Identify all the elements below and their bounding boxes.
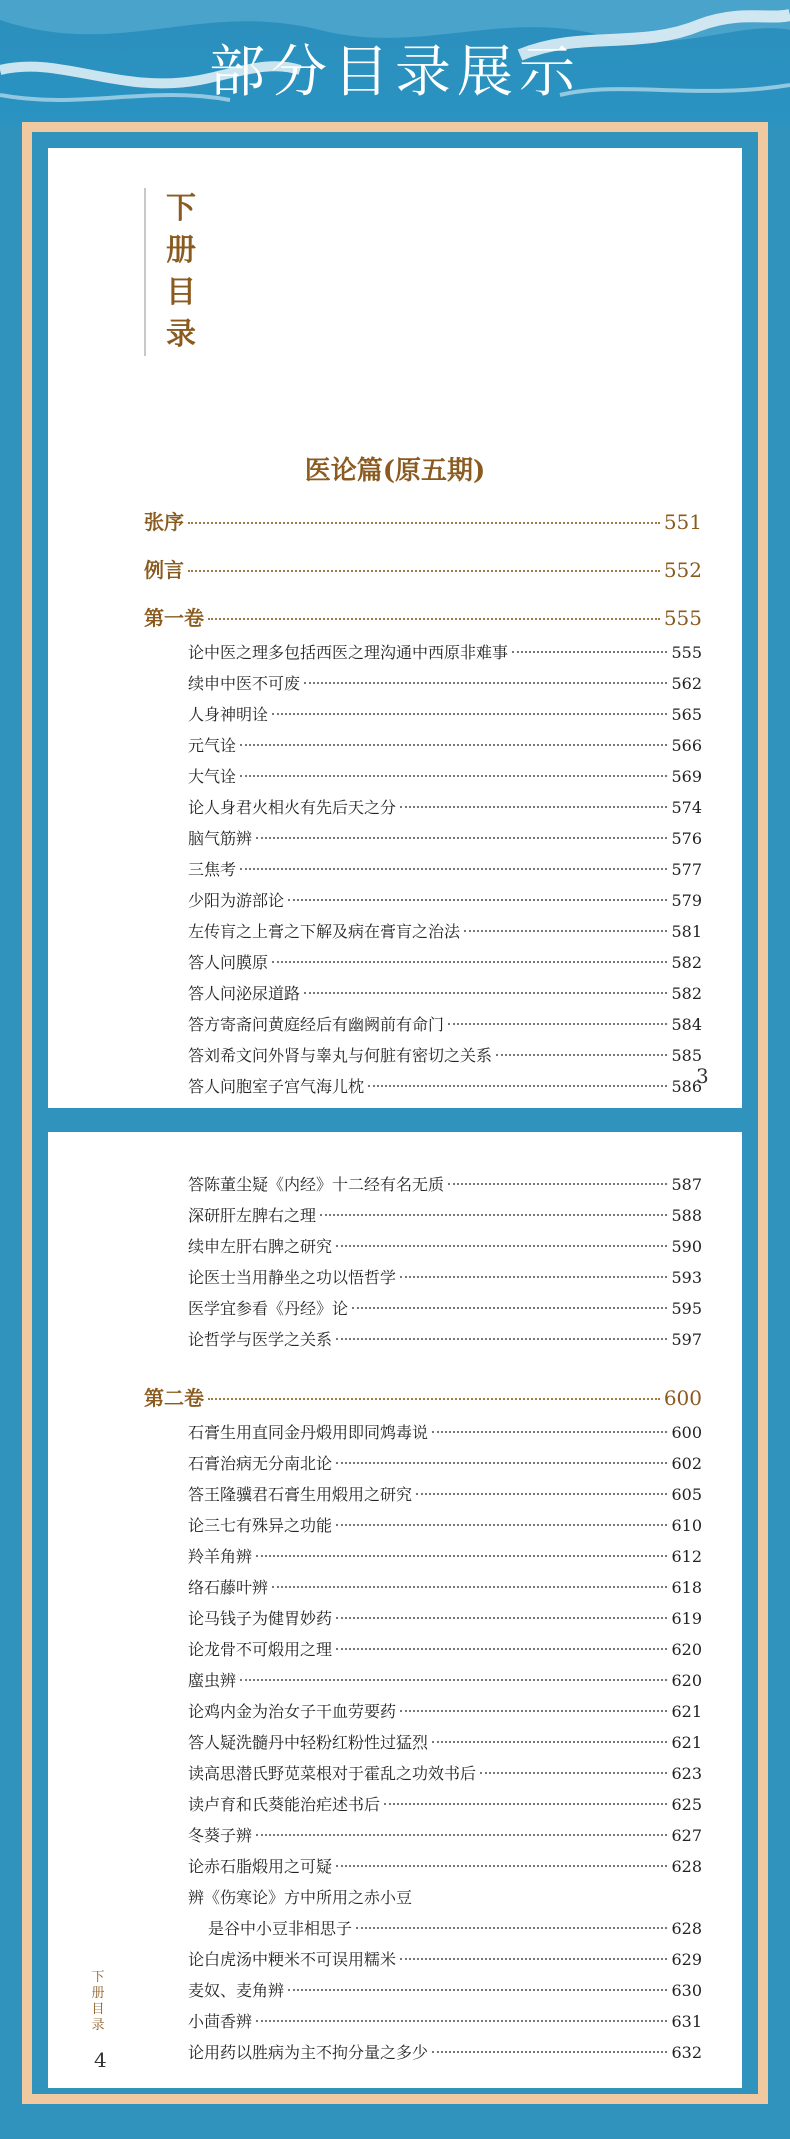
leader-dots: [256, 2020, 667, 2022]
toc-entry: [188, 1792, 702, 1815]
toc-entry-page: 623: [671, 1764, 702, 1783]
toc-entry-page: 584: [671, 1015, 702, 1034]
leader-dots: [496, 1054, 667, 1056]
toc-entry: [188, 764, 702, 787]
leader-dots: [256, 1555, 667, 1557]
toc-entry-page: 582: [671, 984, 702, 1003]
leader-dots: [272, 713, 667, 715]
toc-entry-page: 579: [671, 891, 702, 910]
leader-dots: [356, 1927, 667, 1929]
toc-entry: [188, 1203, 702, 1226]
toc-entry: [188, 1327, 702, 1350]
toc-entry-title: 论中医之理多包括西医之理沟通中西原非难事: [188, 643, 509, 662]
heading-char: 下: [166, 191, 196, 226]
toc-entry: [188, 1420, 702, 1443]
toc-entry-title: 论龙骨不可煅用之理: [188, 1640, 333, 1659]
toc-entry: [188, 1854, 702, 1877]
leader-dots: [304, 992, 667, 994]
runhead-char: 录: [91, 2018, 105, 2033]
toc-entry-title: 例言: [144, 558, 184, 582]
toc-entry-title: 答人疑洗髓丹中轻粉红粉性过猛烈: [188, 1733, 429, 1752]
leader-dots: [400, 1276, 667, 1278]
toc-entry: [188, 950, 702, 973]
toc-entry-title: 左传肓之上膏之下解及病在膏肓之治法: [188, 922, 461, 941]
toc-entry-title: 答王隆骥君石膏生用煅用之研究: [188, 1485, 413, 1504]
toc-entry-title: 答陈董尘疑《内经》十二经有名无质: [188, 1175, 445, 1194]
banner-title: 部分目录展示: [209, 40, 581, 105]
toc-entry-page: 555: [671, 643, 702, 662]
toc-entry: [188, 1265, 702, 1288]
leader-dots: [400, 1710, 667, 1712]
banner: [0, 0, 790, 125]
toc-entry-title: 石膏治病无分南北论: [188, 1454, 333, 1473]
toc-entry-page: 600: [671, 1423, 702, 1442]
toc-entry-title: 辨《伤寒论》方中所用之赤小豆: [188, 1888, 413, 1907]
toc-entry: [188, 1296, 702, 1319]
toc-entry-title: 冬葵子辨: [188, 1826, 253, 1845]
leader-dots: [464, 930, 667, 932]
toc-entry-title: 论马钱子为健胃妙药: [188, 1609, 333, 1628]
toc-entry: [188, 640, 702, 663]
toc-page-2: [48, 1132, 742, 2088]
toc-entry-title: 读卢育和氏葵能治疟述书后: [188, 1795, 381, 1814]
toc-entry: [188, 981, 702, 1004]
leader-dots: [272, 1586, 667, 1588]
leader-dots: [256, 1834, 667, 1836]
toc-entry: [188, 2040, 702, 2063]
leader-dots: [384, 1803, 667, 1805]
runhead-char: 目: [91, 2002, 105, 2017]
toc-entry-title: 三焦考: [188, 860, 237, 879]
toc-entry-page: 593: [671, 1268, 702, 1287]
toc-entry-page: 629: [671, 1950, 702, 1969]
toc-entry-page: 630: [671, 1981, 702, 2000]
toc-entry: [188, 1234, 702, 1257]
toc-entry: [188, 1012, 702, 1035]
runhead-char: 下: [91, 1970, 105, 1985]
toc-entry-page: 588: [671, 1206, 702, 1225]
toc-entry-page: 627: [671, 1826, 702, 1845]
toc-entry-page: 574: [671, 798, 702, 817]
toc-entry-title: 少阳为游部论: [188, 891, 285, 910]
toc-entry: [188, 1730, 702, 1753]
toc-entry-title: 元气诠: [188, 736, 237, 755]
toc-entry: [188, 671, 702, 694]
toc-entry: [188, 1637, 702, 1660]
toc-entry: [188, 1043, 702, 1066]
toc-entry-page: 621: [671, 1702, 702, 1721]
toc-entry-title: 脑气筋辨: [188, 829, 253, 848]
leader-dots: [336, 1338, 667, 1340]
toc-entry-page: 587: [671, 1175, 702, 1194]
toc-entry: [188, 702, 702, 725]
toc-entry-page: 582: [671, 953, 702, 972]
toc-entry-page: 600: [663, 1386, 702, 1410]
toc-entry-title: 大气诠: [188, 767, 237, 786]
toc-entry: [188, 919, 702, 942]
toc-entry: [188, 795, 702, 818]
toc-entry: [188, 2009, 702, 2032]
toc-page-1: [48, 148, 742, 1108]
section-title: 医论篇(原五期): [304, 456, 486, 486]
toc-entry: [188, 1606, 702, 1629]
leader-dots: [288, 899, 667, 901]
toc-entry-title: 论白虎汤中粳米不可误用糯米: [188, 1950, 397, 1969]
toc-entry: [188, 1947, 702, 1970]
leader-dots: [240, 868, 667, 870]
toc-entry-page: 551: [663, 510, 702, 534]
toc-entry-page: 628: [671, 1857, 702, 1876]
leader-dots: [416, 1493, 667, 1495]
toc-entry: [188, 1823, 702, 1846]
toc-entry-page: 620: [671, 1640, 702, 1659]
leader-dots: [432, 1741, 667, 1743]
toc-entry: [188, 733, 702, 756]
leader-dots: [336, 1617, 667, 1619]
toc-entry-title: 石膏生用直同金丹煅用即同鸩毒说: [188, 1423, 429, 1442]
leader-dots: [336, 1462, 667, 1464]
toc-entry-title: 第一卷: [144, 606, 204, 630]
toc-entry-title: 论用药以胜病为主不拘分量之多少: [188, 2043, 429, 2062]
leader-dots: [432, 1431, 667, 1433]
toc-entry-title: 医学宜参看《丹经》论: [188, 1299, 349, 1318]
toc-entry: [188, 1172, 702, 1195]
leader-dots: [188, 570, 660, 572]
toc-entry-title: 答人问膜原: [188, 953, 269, 972]
toc-entry-title: 深研肝左脾右之理: [188, 1206, 317, 1225]
toc-entry: [188, 888, 702, 911]
toc-entry: [188, 1699, 702, 1722]
toc-entry: [188, 1482, 702, 1505]
toc-entry-title: 论三七有殊异之功能: [188, 1516, 333, 1535]
toc-entry-title: 羚羊角辨: [188, 1547, 253, 1566]
toc-entry-page: 620: [671, 1671, 702, 1690]
toc-entry-title: 答刘希文问外肾与睾丸与何脏有密切之关系: [188, 1046, 493, 1065]
page-divider: [48, 1108, 742, 1132]
leader-dots: [480, 1772, 667, 1774]
toc-entry-page: 552: [663, 558, 702, 582]
toc-entry-page: 566: [671, 736, 702, 755]
leader-dots: [188, 522, 660, 524]
toc-entry: [188, 1761, 702, 1784]
toc-entry-page: 585: [671, 1046, 702, 1065]
toc-entry: [188, 1668, 702, 1691]
toc-entry: [144, 506, 702, 535]
leader-dots: [512, 651, 667, 653]
toc-entry-page: 562: [671, 674, 702, 693]
toc-entry: [144, 1382, 702, 1411]
toc-entry-title: 小茴香辨: [188, 2012, 253, 2031]
toc-entry-title: 续申左肝右脾之研究: [188, 1237, 333, 1256]
leader-dots: [240, 1679, 667, 1681]
running-head: [88, 1970, 108, 2034]
toc-entry-page: 595: [671, 1299, 702, 1318]
toc-entry-page: 576: [671, 829, 702, 848]
toc-entry-title: 人身神明诠: [188, 705, 269, 724]
leader-dots: [448, 1183, 667, 1185]
toc-entry-title: 张序: [144, 510, 184, 534]
toc-entry-page: 628: [671, 1919, 702, 1938]
leader-dots: [336, 1648, 667, 1650]
toc-entry-page: 632: [671, 2043, 702, 2062]
toc-entry-title: 第二卷: [144, 1386, 204, 1410]
page-number: 3: [696, 1064, 709, 1088]
toc-entry-title: 答方寄斋问黄庭经后有幽阙前有命门: [188, 1015, 445, 1034]
toc-entry-page: 565: [671, 705, 702, 724]
toc-entry-title: 论赤石脂煅用之可疑: [188, 1857, 333, 1876]
toc-entry-title: 续申中医不可废: [188, 674, 301, 693]
leader-dots: [336, 1524, 667, 1526]
toc-entry-title: 是谷中小豆非相思子: [208, 1919, 353, 1938]
toc-entry: [188, 1451, 702, 1474]
toc-entry: [188, 1074, 702, 1097]
leader-dots: [240, 744, 667, 746]
leader-dots: [272, 961, 667, 963]
leader-dots: [400, 1958, 667, 1960]
toc-entry-title: 䗪虫辨: [188, 1671, 237, 1690]
toc-entry-title: 读高思潜氏野苋菜根对于霍乱之功效书后: [188, 1764, 477, 1783]
leader-dots: [304, 682, 667, 684]
toc-entry-title: 论鸡内金为治女子干血劳要药: [188, 1702, 397, 1721]
toc-entry-page: 612: [671, 1547, 702, 1566]
toc-entry: [144, 602, 702, 631]
toc-entry-title: 论人身君火相火有先后天之分: [188, 798, 397, 817]
toc-entry-page: 625: [671, 1795, 702, 1814]
vertical-heading: [144, 188, 212, 356]
toc-entry-page: 581: [671, 922, 702, 941]
toc-entry-page: 631: [671, 2012, 702, 2031]
toc-entry-page: 605: [671, 1485, 702, 1504]
toc-entry-page: 618: [671, 1578, 702, 1597]
toc-entry: [188, 1885, 702, 1908]
toc-entry-title: 答人问泌尿道路: [188, 984, 301, 1003]
toc-entry: [144, 554, 702, 583]
leader-dots: [336, 1865, 667, 1867]
leader-dots: [240, 775, 667, 777]
toc-entry: [188, 826, 702, 849]
leader-dots: [432, 2051, 667, 2053]
toc-entry-title: 麦奴、麦角辨: [188, 1981, 285, 2000]
heading-char: 目: [166, 275, 196, 310]
toc-entry-page: 590: [671, 1237, 702, 1256]
heading-char: 录: [166, 317, 196, 352]
toc-entry: [188, 1978, 702, 2001]
leader-dots: [256, 837, 667, 839]
leader-dots: [368, 1085, 667, 1087]
toc-entry-title: 论哲学与医学之关系: [188, 1330, 333, 1349]
leader-dots: [336, 1245, 667, 1247]
toc-entry-page: 602: [671, 1454, 702, 1473]
toc-entry-page: 577: [671, 860, 702, 879]
leader-dots: [352, 1307, 667, 1309]
toc-entry: [188, 1513, 702, 1536]
toc-entry-page: 610: [671, 1516, 702, 1535]
toc-entry-page: 619: [671, 1609, 702, 1628]
leader-dots: [320, 1214, 667, 1216]
toc-entry-title: 论医士当用静坐之功以悟哲学: [188, 1268, 397, 1287]
heading-char: 册: [166, 233, 196, 268]
toc-entry-page: 621: [671, 1733, 702, 1752]
toc-entry-page: 597: [671, 1330, 702, 1349]
toc-entry: [188, 1575, 702, 1598]
toc-entry-page: 586: [671, 1077, 702, 1096]
toc-entry: [208, 1916, 702, 1939]
leader-dots: [208, 618, 660, 620]
leader-dots: [208, 1398, 660, 1400]
leader-dots: [448, 1023, 667, 1025]
toc-entry-title: 答人问胞室子宫气海儿枕: [188, 1077, 365, 1096]
leader-dots: [288, 1989, 667, 1991]
toc-entry-page: 555: [663, 606, 702, 630]
toc-entry: [188, 1544, 702, 1567]
toc-entry-title: 络石藤叶辨: [188, 1578, 269, 1597]
leader-dots: [400, 806, 667, 808]
toc-entry: [188, 857, 702, 880]
runhead-char: 册: [91, 1986, 105, 2001]
page-number: 4: [94, 2048, 107, 2072]
toc-entry-page: 569: [671, 767, 702, 786]
